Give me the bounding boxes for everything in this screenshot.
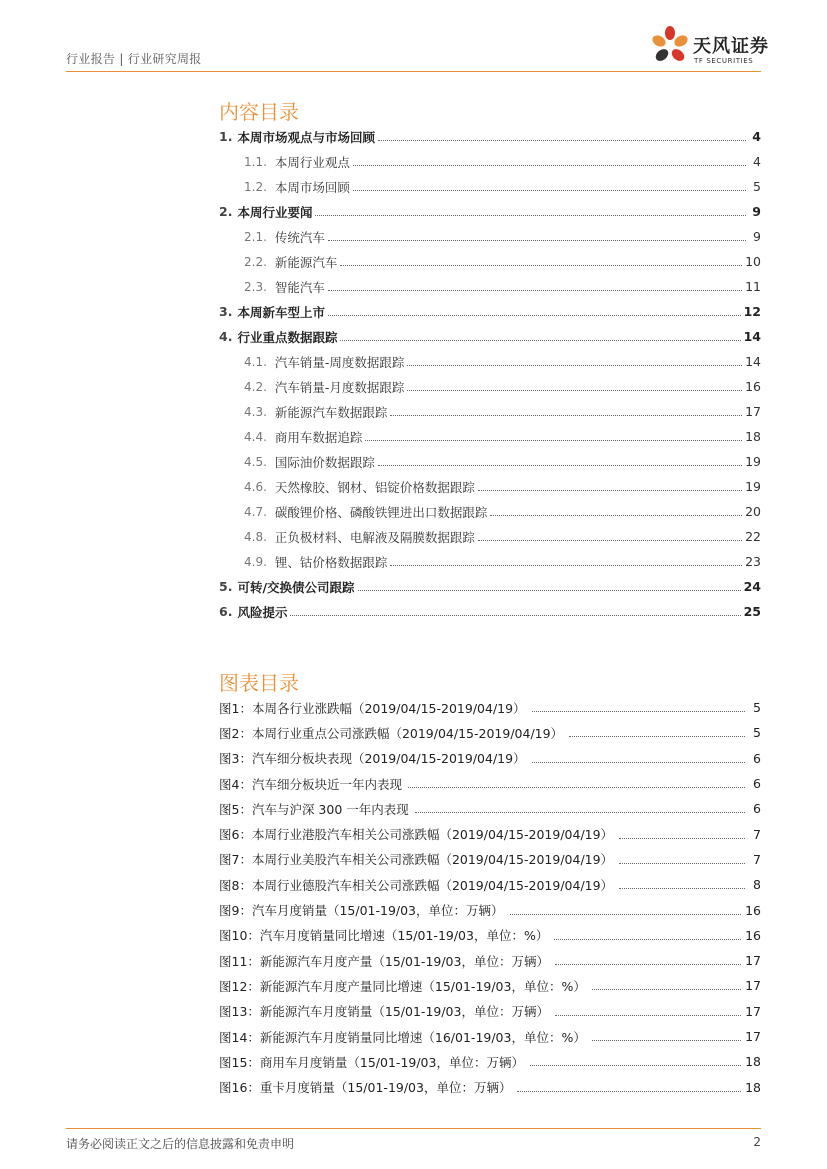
dot-leader xyxy=(510,914,742,915)
toc-entry[interactable] xyxy=(219,474,761,499)
figure-entry-title: 图16：重卡月度销量（15/01-19/03，单位：万辆） xyxy=(219,1080,512,1096)
toc-entry-title: 汽车销量-月度数据跟踪 xyxy=(274,379,405,395)
figure-entry-page: 16 xyxy=(745,902,761,918)
figure-entry-title: 图13：新能源汽车月度销量（15/01-19/03，单位：万辆） xyxy=(219,1004,549,1020)
dot-leader xyxy=(478,540,742,541)
toc-entry-page: 17 xyxy=(745,404,761,419)
toc-entry-number: 4.7. xyxy=(244,504,267,519)
toc-entry-page: 14 xyxy=(745,354,761,369)
list-of-figures xyxy=(219,695,761,1100)
toc-entry-page: 4 xyxy=(753,154,761,169)
figure-entry[interactable] xyxy=(219,720,761,745)
toc-entry-title: 碳酸锂价格、磷酸铁锂进出口数据跟踪 xyxy=(274,504,488,520)
toc-entry-number: 3. xyxy=(219,304,233,319)
toc-entry-title: 传统汽车 xyxy=(274,229,325,245)
toc-entry-title: 本周行业要闻 xyxy=(237,204,313,220)
figure-entry[interactable] xyxy=(219,872,761,897)
header-category-label: 行业报告 | 行业研究周报 xyxy=(66,52,202,66)
figure-entry-title: 图15：商用车月度销量（15/01-19/03，单位：万辆） xyxy=(219,1054,524,1070)
footer-disclaimer: 请务必阅读正文之后的信息披露和免责申明 xyxy=(66,1137,295,1151)
toc-entry-title: 智能汽车 xyxy=(274,279,325,295)
figure-entry[interactable] xyxy=(219,948,761,973)
toc-entry-number: 4.1. xyxy=(244,354,267,369)
toc-entry-page: 24 xyxy=(743,579,761,594)
toc-entry[interactable] xyxy=(219,424,761,449)
toc-entry-title: 本周行业观点 xyxy=(274,154,350,170)
toc-entry-page: 5 xyxy=(753,179,761,194)
toc-entry[interactable] xyxy=(219,249,761,274)
dot-leader xyxy=(390,565,742,566)
figure-entry[interactable] xyxy=(219,1024,761,1049)
toc-entry-title: 天然橡胶、钢材、铝锭价格数据跟踪 xyxy=(274,479,475,495)
flower-logo-icon xyxy=(648,24,692,68)
dot-leader xyxy=(353,190,746,191)
figure-entry-page: 7 xyxy=(753,851,761,867)
toc-entry[interactable] xyxy=(219,124,761,149)
toc-entry[interactable] xyxy=(219,374,761,399)
toc-entry[interactable] xyxy=(219,349,761,374)
toc-entry-number: 4. xyxy=(219,329,233,344)
toc-entry-title: 风险提示 xyxy=(237,604,288,620)
toc-entry-number: 2. xyxy=(219,204,233,219)
figure-entry-page: 5 xyxy=(753,725,761,741)
toc-entry-page: 18 xyxy=(745,429,761,444)
toc-entry-page: 19 xyxy=(745,454,761,469)
toc-entry-title: 汽车销量-周度数据跟踪 xyxy=(274,354,405,370)
dot-leader xyxy=(328,290,742,291)
toc-entry[interactable] xyxy=(219,299,761,324)
toc-entry[interactable] xyxy=(219,449,761,474)
figure-entry-page: 6 xyxy=(753,776,761,792)
figure-entry[interactable] xyxy=(219,821,761,846)
dot-leader xyxy=(554,939,741,940)
toc-entry-number: 4.8. xyxy=(244,529,267,544)
logo-chinese-name: 天风证券 xyxy=(693,36,769,57)
toc-entry-number: 1. xyxy=(219,129,233,144)
figure-entry-page: 18 xyxy=(745,1054,761,1070)
figure-entry-title: 图14：新能源汽车月度销量同比增速（16/01-19/03，单位：%） xyxy=(219,1029,586,1045)
figure-entry[interactable] xyxy=(219,771,761,796)
toc-entry-title: 锂、钴价格数据跟踪 xyxy=(274,554,388,570)
toc-entry-number: 5. xyxy=(219,579,233,594)
figure-entry-title: 图3：汽车细分板块表现（2019/04/15-2019/04/19） xyxy=(219,751,526,767)
dot-leader xyxy=(532,711,745,712)
dot-leader xyxy=(378,465,742,466)
dot-leader xyxy=(390,415,742,416)
figure-entry[interactable] xyxy=(219,847,761,872)
toc-entry-title: 国际油价数据跟踪 xyxy=(274,454,375,470)
figure-entry-page: 17 xyxy=(745,978,761,994)
dot-leader xyxy=(353,165,746,166)
dot-leader xyxy=(315,215,746,216)
toc-entry-title: 可转/交换债公司跟踪 xyxy=(237,579,355,595)
toc-entry[interactable] xyxy=(219,574,761,599)
toc-entry-number: 1.2. xyxy=(244,179,267,194)
table-of-contents xyxy=(219,124,761,624)
company-logo xyxy=(648,24,769,72)
dot-leader xyxy=(415,812,745,813)
dot-leader xyxy=(407,365,742,366)
toc-entry-number: 4.9. xyxy=(244,554,267,569)
dot-leader xyxy=(340,265,742,266)
toc-entry-page: 12 xyxy=(743,304,761,319)
dot-leader xyxy=(619,863,745,864)
dot-leader xyxy=(365,440,742,441)
dot-leader xyxy=(530,1065,741,1066)
toc-entry-title: 正负极材料、电解液及隔膜数据跟踪 xyxy=(274,529,475,545)
toc-entry-number: 6. xyxy=(219,604,233,619)
toc-entry-number: 4.3. xyxy=(244,404,267,419)
figure-entry-page: 6 xyxy=(753,801,761,817)
toc-entry[interactable] xyxy=(219,499,761,524)
toc-entry-title: 行业重点数据跟踪 xyxy=(237,329,338,345)
toc-entry-number: 4.5. xyxy=(244,454,267,469)
toc-entry-number: 4.4. xyxy=(244,429,267,444)
toc-entry[interactable] xyxy=(219,599,761,624)
toc-entry-number: 2.2. xyxy=(244,254,267,269)
toc-entry[interactable] xyxy=(219,399,761,424)
figure-entry-page: 17 xyxy=(745,953,761,969)
dot-leader xyxy=(569,736,745,737)
dot-leader xyxy=(378,140,746,141)
toc-entry-page: 9 xyxy=(753,229,761,244)
figure-entry-title: 图11：新能源汽车月度产量（15/01-19/03，单位：万辆） xyxy=(219,953,549,969)
toc-entry-number: 2.3. xyxy=(244,279,267,294)
toc-entry-page: 10 xyxy=(745,254,761,269)
figure-entry-title: 图10：汽车月度销量同比增速（15/01-19/03，单位：%） xyxy=(219,928,549,944)
toc-entry-title: 本周市场观点与市场回顾 xyxy=(237,129,375,145)
toc-entry-page: 4 xyxy=(752,129,761,144)
dot-leader xyxy=(340,340,740,341)
figure-entry-title: 图7：本周行业美股汽车相关公司涨跌幅（2019/04/15-2019/04/19） xyxy=(219,852,614,868)
toc-entry-title: 本周新车型上市 xyxy=(237,304,325,320)
dot-leader xyxy=(358,590,741,591)
figure-entry-page: 6 xyxy=(753,750,761,766)
toc-entry[interactable] xyxy=(219,199,761,224)
dot-leader xyxy=(408,787,745,788)
figure-entry-title: 图1：本周各行业涨跌幅（2019/04/15-2019/04/19） xyxy=(219,700,526,716)
figure-entry[interactable] xyxy=(219,897,761,922)
figure-entry-title: 图5：汽车与沪深 300 一年内表现 xyxy=(219,801,409,817)
dot-leader xyxy=(555,1015,741,1016)
figure-entry-page: 7 xyxy=(753,826,761,842)
toc-entry-title: 商用车数据追踪 xyxy=(274,429,363,445)
toc-entry-page: 23 xyxy=(745,554,761,569)
figure-entry[interactable] xyxy=(219,999,761,1024)
figure-entry[interactable] xyxy=(219,923,761,948)
toc-entry-page: 25 xyxy=(743,604,761,619)
figure-entry-page: 17 xyxy=(745,1003,761,1019)
toc-entry[interactable] xyxy=(219,274,761,299)
toc-entry-number: 2.1. xyxy=(244,229,267,244)
figure-entry[interactable] xyxy=(219,1074,761,1099)
header-divider xyxy=(66,71,761,72)
figure-entry[interactable] xyxy=(219,695,761,720)
toc-entry[interactable] xyxy=(219,149,761,174)
figure-entry-page: 17 xyxy=(745,1029,761,1044)
figure-entry-page: 8 xyxy=(753,877,761,893)
figure-entry[interactable] xyxy=(219,1049,761,1074)
dot-leader xyxy=(407,390,742,391)
figure-entry-page: 16 xyxy=(745,927,761,943)
dot-leader xyxy=(592,1040,741,1041)
figure-entry-title: 图12：新能源汽车月度产量同比增速（15/01-19/03，单位：%） xyxy=(219,978,586,994)
toc-entry-page: 9 xyxy=(752,204,761,219)
toc-entry-number: 1.1. xyxy=(244,154,267,169)
figure-entry[interactable] xyxy=(219,746,761,771)
toc-entry[interactable] xyxy=(219,524,761,549)
figure-entry-title: 图6：本周行业港股汽车相关公司涨跌幅（2019/04/15-2019/04/19） xyxy=(219,827,614,843)
figure-entry-page: 5 xyxy=(753,700,761,716)
footer-divider xyxy=(66,1128,761,1129)
figure-entry[interactable] xyxy=(219,973,761,998)
toc-entry-title: 本周市场回顾 xyxy=(274,179,350,195)
toc-entry-page: 19 xyxy=(745,479,761,494)
figure-entry-title: 图2：本周行业重点公司涨跌幅（2019/04/15-2019/04/19） xyxy=(219,725,564,741)
dot-leader xyxy=(532,762,745,763)
figure-entry-title: 图9：汽车月度销量（15/01-19/03，单位：万辆） xyxy=(219,903,504,919)
toc-entry-number: 4.2. xyxy=(244,379,267,394)
toc-entry-page: 16 xyxy=(745,379,761,394)
toc-entry-page: 11 xyxy=(745,279,761,294)
figure-entry-title: 图4：汽车细分板块近一年内表现 xyxy=(219,776,402,792)
dot-leader xyxy=(619,888,745,889)
dot-leader xyxy=(290,615,740,616)
toc-entry-page: 14 xyxy=(743,329,761,344)
figure-entry-title: 图8：本周行业德股汽车相关公司涨跌幅（2019/04/15-2019/04/19） xyxy=(219,877,614,893)
toc-title: 内容目录 xyxy=(219,100,299,124)
dot-leader xyxy=(555,964,741,965)
toc-entry-number: 4.6. xyxy=(244,479,267,494)
dot-leader xyxy=(490,515,742,516)
toc-entry-page: 22 xyxy=(745,529,761,544)
figures-title: 图表目录 xyxy=(219,671,299,695)
dot-leader xyxy=(592,989,741,990)
dot-leader xyxy=(517,1091,741,1092)
figure-entry[interactable] xyxy=(219,796,761,821)
toc-entry[interactable] xyxy=(219,549,761,574)
logo-english-name: TF SECURITIES xyxy=(694,57,754,65)
toc-entry-title: 新能源汽车数据跟踪 xyxy=(274,404,388,420)
toc-entry[interactable] xyxy=(219,174,761,199)
toc-entry-page: 20 xyxy=(745,504,761,519)
toc-entry[interactable] xyxy=(219,224,761,249)
toc-entry[interactable] xyxy=(219,324,761,349)
page-number: 2 xyxy=(753,1135,761,1149)
dot-leader xyxy=(619,838,745,839)
dot-leader xyxy=(328,315,741,316)
dot-leader xyxy=(328,240,746,241)
dot-leader xyxy=(478,490,742,491)
toc-entry-title: 新能源汽车 xyxy=(274,254,338,270)
figure-entry-page: 18 xyxy=(745,1079,761,1095)
